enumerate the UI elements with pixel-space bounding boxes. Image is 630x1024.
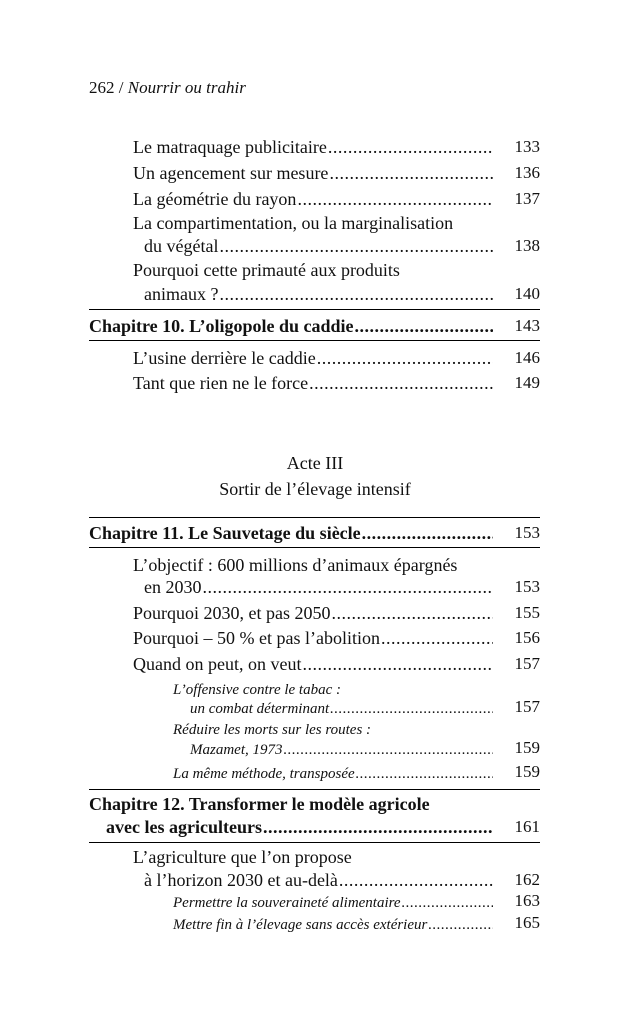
leader-dots bbox=[428, 915, 493, 935]
toc-page-number: 149 bbox=[514, 373, 540, 392]
toc-entry[interactable] bbox=[133, 601, 493, 625]
leader-dots bbox=[330, 699, 493, 719]
toc-entry[interactable] bbox=[144, 282, 493, 306]
toc-entry[interactable] bbox=[144, 575, 493, 599]
toc-subentry-title-line1[interactable]: Réduire les morts sur les routes : bbox=[173, 722, 372, 738]
act-label: Acte III bbox=[286, 453, 344, 473]
section-rule bbox=[89, 517, 540, 518]
toc-entry-title: Quand on peut, on veut bbox=[133, 654, 302, 674]
leader-dots bbox=[362, 521, 493, 545]
section-rule bbox=[89, 547, 540, 548]
toc-entry-title: Tant que rien ne le force bbox=[133, 373, 309, 393]
toc-entry[interactable] bbox=[133, 346, 493, 370]
leader-dots bbox=[302, 652, 493, 676]
toc-entry[interactable] bbox=[133, 161, 493, 185]
act-title: Sortir de l’élevage intensif bbox=[219, 479, 411, 499]
toc-page-number: 165 bbox=[514, 913, 540, 932]
toc-entry[interactable] bbox=[133, 187, 493, 211]
toc-page-number: 143 bbox=[514, 316, 540, 335]
toc-subentry[interactable] bbox=[190, 740, 493, 760]
toc-page-number: 157 bbox=[514, 697, 540, 716]
toc-page-number: 140 bbox=[514, 284, 540, 303]
chapter-title-line2: avec les agriculteurs bbox=[106, 817, 262, 837]
toc-entry-title-line1[interactable]: L’objectif : 600 millions d’animaux épargnés bbox=[133, 555, 458, 575]
leader-dots bbox=[297, 187, 493, 211]
page-number: 262 bbox=[89, 78, 115, 97]
toc-page-number: 163 bbox=[514, 891, 540, 910]
toc-page-number: 153 bbox=[514, 523, 540, 542]
toc-entry-title-line2: animaux ? bbox=[144, 284, 219, 304]
toc-entry[interactable] bbox=[133, 135, 493, 159]
leader-dots bbox=[317, 346, 493, 370]
leader-dots bbox=[355, 314, 493, 338]
toc-subentry[interactable] bbox=[190, 699, 493, 719]
leader-dots bbox=[309, 371, 493, 395]
toc-page-number: 161 bbox=[514, 817, 540, 836]
book-title: Nourrir ou trahir bbox=[127, 78, 246, 97]
leader-dots bbox=[339, 868, 493, 892]
toc-subentry[interactable] bbox=[173, 893, 493, 913]
leader-dots bbox=[263, 815, 493, 839]
toc-page-number: 146 bbox=[514, 348, 540, 367]
section-rule bbox=[89, 842, 540, 843]
leader-dots bbox=[329, 161, 493, 185]
leader-dots bbox=[356, 764, 493, 784]
toc-page-number: 162 bbox=[514, 870, 540, 889]
leader-dots bbox=[219, 282, 493, 306]
toc-subentry-title-line2: un combat déterminant bbox=[190, 701, 330, 717]
toc-entry-title-line2: du végétal bbox=[144, 236, 219, 256]
toc-chapter[interactable] bbox=[89, 314, 493, 338]
leader-dots bbox=[203, 575, 494, 599]
toc-entry-title-line1[interactable]: La compartimentation, ou la marginalisation bbox=[133, 213, 454, 233]
toc-entry-title: Pourquoi – 50 % et pas l’abolition bbox=[133, 628, 380, 648]
toc-subentry-title: Permettre la souveraineté alimentaire bbox=[173, 895, 401, 911]
toc-entry[interactable] bbox=[144, 868, 493, 892]
toc-entry-title-line1[interactable]: Pourquoi cette primauté aux produits bbox=[133, 260, 400, 280]
leader-dots bbox=[284, 740, 494, 760]
toc-page-number: 159 bbox=[514, 762, 540, 781]
toc-entry-title-line2: en 2030 bbox=[144, 577, 202, 597]
running-head-separator: / bbox=[118, 78, 124, 97]
toc-entry[interactable] bbox=[133, 371, 493, 395]
toc-entry-title: L’usine derrière le caddie bbox=[133, 348, 316, 368]
toc-entry-title: Pourquoi 2030, et pas 2050 bbox=[133, 603, 331, 623]
toc-subentry-title-line1[interactable]: L’offensive contre le tabac : bbox=[173, 682, 342, 698]
toc-page-number: 153 bbox=[514, 577, 540, 596]
leader-dots bbox=[332, 601, 494, 625]
toc-subentry-title: La même méthode, transposée bbox=[173, 766, 355, 782]
toc-subentry[interactable] bbox=[173, 764, 493, 784]
leader-dots bbox=[219, 234, 493, 258]
toc-subentry-title-line2: Mazamet, 1973 bbox=[190, 742, 283, 758]
toc-entry[interactable] bbox=[133, 626, 493, 650]
toc-entry-title: Le matraquage publicitaire bbox=[133, 137, 327, 157]
toc-entry[interactable] bbox=[133, 652, 493, 676]
toc-page-number: 157 bbox=[514, 654, 540, 673]
toc-page-number: 133 bbox=[514, 137, 540, 156]
toc-subentry[interactable] bbox=[173, 915, 493, 935]
chapter-title-line1[interactable]: Chapitre 12. Transformer le modèle agricole bbox=[89, 794, 430, 814]
leader-dots bbox=[328, 135, 493, 159]
leader-dots bbox=[381, 626, 493, 650]
toc-page-number: 155 bbox=[514, 603, 540, 622]
chapter-title: Chapitre 11. Le Sauvetage du siècle bbox=[89, 523, 361, 543]
toc-page-number: 156 bbox=[514, 628, 540, 647]
chapter-title: Chapitre 10. L’oligopole du caddie bbox=[89, 316, 354, 336]
toc-entry-title-line2: à l’horizon 2030 et au-delà bbox=[144, 870, 338, 890]
toc-page-number: 137 bbox=[514, 189, 540, 208]
section-rule bbox=[89, 309, 540, 310]
toc-entry-title-line1[interactable]: L’agriculture que l’on propose bbox=[133, 847, 352, 867]
toc-subentry-title: Mettre fin à l’élevage sans accès extérieur bbox=[173, 917, 428, 933]
toc-page-number: 138 bbox=[514, 236, 540, 255]
toc-page-number: 136 bbox=[514, 163, 540, 182]
toc-chapter[interactable] bbox=[106, 815, 493, 839]
toc-chapter[interactable] bbox=[89, 521, 493, 545]
leader-dots bbox=[402, 893, 493, 913]
toc-entry[interactable] bbox=[144, 234, 493, 258]
toc-page-number: 159 bbox=[514, 738, 540, 757]
section-rule bbox=[89, 340, 540, 341]
toc-entry-title: Un agencement sur mesure bbox=[133, 163, 329, 183]
toc-entry-title: La géométrie du rayon bbox=[133, 189, 297, 209]
section-rule bbox=[89, 789, 540, 790]
